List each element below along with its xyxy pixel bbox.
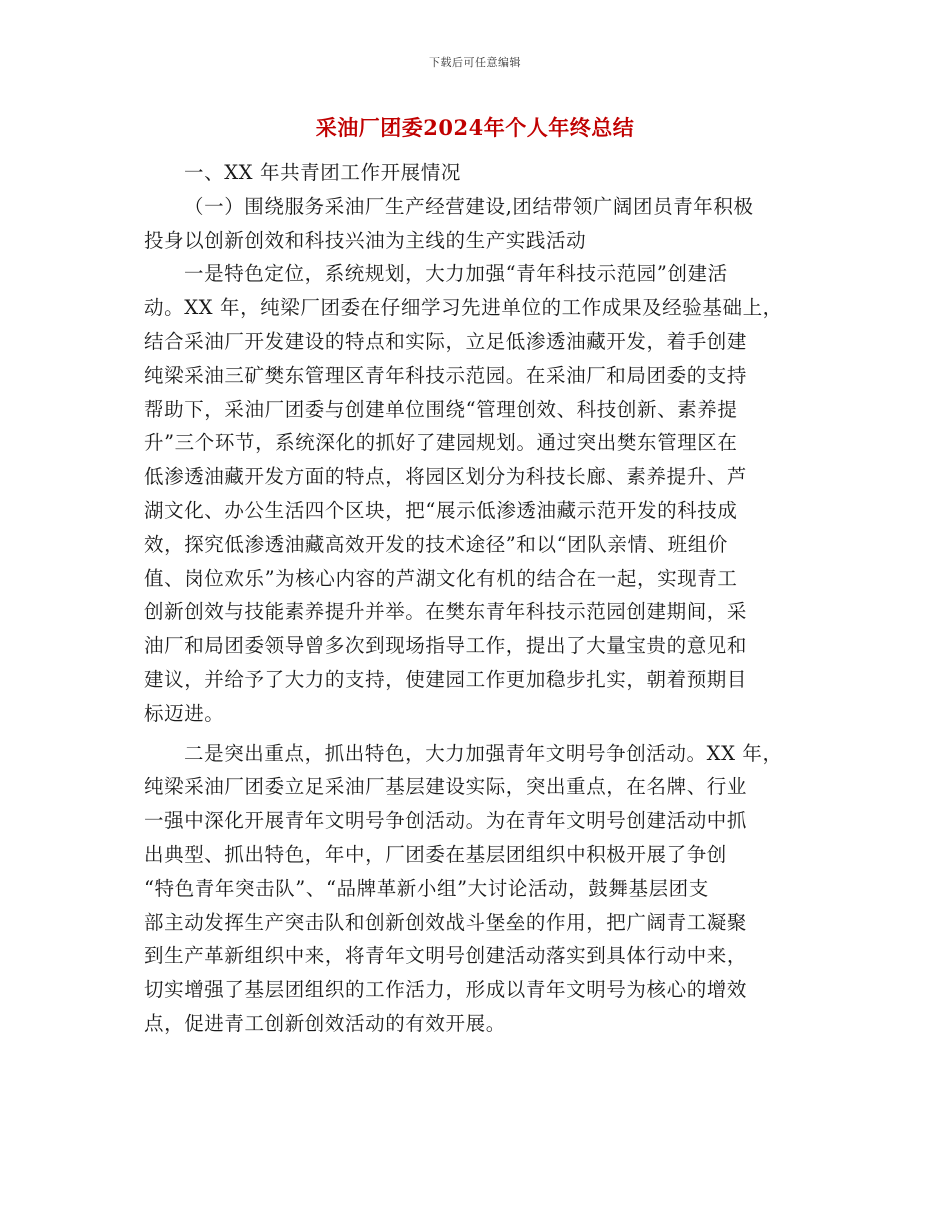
paragraph-line: 到生产革新组织中来，将青年文明号创建活动落实到具体行动中来， xyxy=(144,944,748,968)
document-title: 采油厂团委2024年个人年终总结 xyxy=(315,115,635,140)
paragraph-line: 二是突出重点，抓出特色，大力加强青年文明号争创活动。XX 年， xyxy=(184,741,783,765)
paragraph-line: 纯梁采油厂团委立足采油厂基层建设实际，突出重点，在名牌、行业 xyxy=(144,775,748,799)
paragraph-line: 动。XX 年，纯梁厂团委在仔细学习先进单位的工作成果及经验基础上， xyxy=(144,296,783,320)
paragraph-line: 创新创效与技能素养提升并举。在樊东青年科技示范园创建期间，采 xyxy=(144,600,748,624)
subsection-heading-line: 投身以创新创效和科技兴油为主线的生产实践活动 xyxy=(144,228,587,252)
paragraph-line: 纯梁采油三矿樊东管理区青年科技示范园。在采油厂和局团委的支持 xyxy=(144,363,748,387)
paragraph-line: 切实增强了基层团组织的工作活力，形成以青年文明号为核心的增效 xyxy=(144,978,748,1002)
paragraph-line: 点，促进青工创新创效活动的有效开展。 xyxy=(144,1011,506,1035)
paragraph-line: 帮助下，采油厂团委与创建单位围绕“管理创效、科技创新、素养提 xyxy=(144,397,738,421)
document-body xyxy=(144,156,809,1041)
paragraph-line: 效，探究低渗透油藏高效开发的技术途径”和以“团队亲情、班组价 xyxy=(144,532,728,556)
paragraph-line: “特色青年突击队”、“品牌革新小组”大讨论活动，鼓舞基层团支 xyxy=(144,876,709,900)
paragraph-line: 结合采油厂开发建设的特点和实际，立足低渗透油藏开发，着手创建 xyxy=(144,329,748,353)
subsection-heading-line: （一）围绕服务采油厂生产经营建设,团结带领广阔团员青年积极 xyxy=(184,194,754,218)
paragraph-line: 建议，并给予了大力的支持，使建园工作更加稳步扎实，朝着预期目 xyxy=(144,667,748,691)
paragraph-line: 标迈进。 xyxy=(144,701,225,725)
paragraph-line: 一是特色定位，系统规划，大力加强“青年科技示范园”创建活 xyxy=(184,262,728,286)
paragraph-line: 油厂和局团委领导曾多次到现场指导工作，提出了大量宝贵的意见和 xyxy=(144,634,748,658)
paragraph-line: 值、岗位欢乐”为核心内容的芦湖文化有机的结合在一起，实现青工 xyxy=(144,566,738,590)
paragraph-line: 一强中深化开展青年文明号争创活动。为在青年文明号创建活动中抓 xyxy=(144,809,748,833)
paragraph-line: 出典型、抓出特色，年中，厂团委在基层团组织中积极开展了争创 xyxy=(144,842,727,866)
section-heading: 一、XX 年共青团工作开展情况 xyxy=(184,161,461,184)
paragraph-line: 升”三个环节，系统深化的抓好了建园规划。通过突出樊东管理区在 xyxy=(144,431,738,455)
paragraph-line: 部主动发挥生产突击队和创新创效战斗堡垒的作用，把广阔青工凝聚 xyxy=(144,910,748,934)
paragraph-line: 低渗透油藏开发方面的特点，将园区划分为科技长廊、素养提升、芦 xyxy=(144,465,748,489)
paragraph-line: 湖文化、办公生活四个区块，把“展示低渗透油藏示范开发的科技成 xyxy=(144,498,738,522)
header-note: 下载后可任意编辑 xyxy=(429,56,521,69)
